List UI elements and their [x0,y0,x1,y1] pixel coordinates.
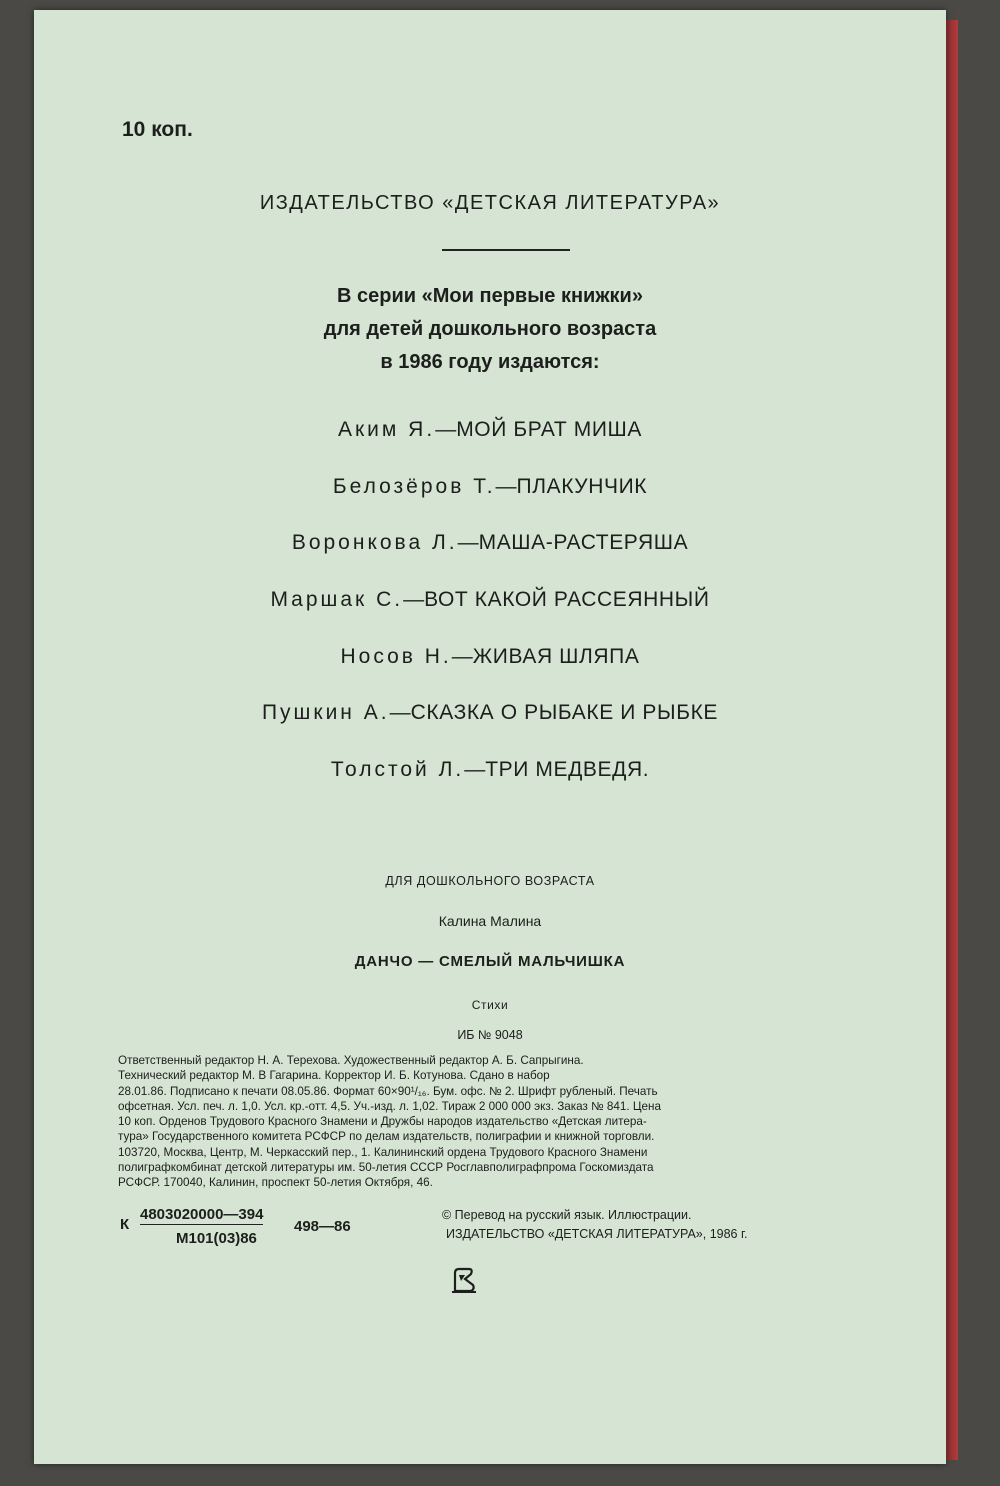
code-denominator: М101(03)86 [176,1230,257,1247]
back-cover-page [34,10,946,1464]
credits-line: офсетная. Усл. печ. л. 1,0. Усл. кр.-отт. 4,5. Уч.-изд. л. 1,02. Тираж 2 000 000 экз. Заказ № 841. Цена [118,1099,661,1113]
book-author: Аким Я. [337,418,436,441]
credits-line: 103720, Москва, Центр, М. Черкасский пер., 1. Калининский ордена Трудового Красного Знамени [118,1145,648,1159]
book-entry [34,523,946,580]
book-author: Белозёров Т. [332,474,496,498]
book-entry [34,410,946,467]
book-entry [34,693,946,750]
code-prefix: К [120,1216,130,1233]
credits-line: 10 коп. Орденов Трудового Красного Знамени и Дружбы народов издательство «Детская литера- [118,1115,647,1129]
credits-line: РСФСР. 170040, Калинин, проспект 50-летия Октября, 46. [118,1176,433,1190]
publisher-heading: ИЗДАТЕЛЬСТВО «ДЕТСКАЯ ЛИТЕРАТУРА» [259,192,721,214]
series-line: в 1986 году издаются: [380,351,600,373]
series-line: В серии «Мои первые книжки» [337,285,643,307]
copyright-line: © Перевод на русский язык. Иллюстрации. [442,1208,692,1222]
dash: — [451,644,473,668]
code-suffix: 498—86 [294,1218,351,1235]
dash: — [464,758,486,782]
copyright-notice [442,1206,748,1244]
book-title: ВОТ КАКОЙ РАССЕЯННЫЙ [424,588,710,612]
divider-rule [442,249,570,251]
credits-line: полиграфкомбинат детской литературы им. 50-летия СССР Росглавполиграфпрома Госкомиздата [118,1161,654,1175]
book-author: Толстой Л. [330,758,465,782]
book-title: ТРИ МЕДВЕДЯ. [485,758,650,782]
series-line: для детей дошкольного возраста [323,318,657,340]
imprint-title: ДАНЧО — СМЕЛЫЙ МАЛЬЧИШКА [354,953,626,970]
book-entry [34,467,946,524]
copyright-line: ИЗДАТЕЛЬСТВО «ДЕТСКАЯ ЛИТЕРАТУРА», 1986 г. [446,1227,748,1241]
audience-label: ДЛЯ ДОШКОЛЬНОГО ВОЗРАСТА [385,874,595,888]
dash: — [495,474,517,498]
series-announcement [34,280,946,379]
book-list [34,410,946,807]
credits-line: 28.01.86. Подписано к печати 08.05.86. Формат 60×90¹/₁₆. Бум. офс. № 2. Шрифт рубленый. Печать [118,1084,658,1098]
price-label: 10 коп. [122,118,193,141]
imprint-credits [118,1053,858,1191]
credits-line: Технический редактор М. В Гагарина. Корректор И. Б. Котунова. Сдано в набор [118,1069,550,1083]
publisher-logo-icon [449,1265,479,1295]
book-title: МАША-РАСТЕРЯША [478,531,689,555]
book-author: Носов Н. [340,644,452,668]
book-title: ПЛАКУНЧИК [516,474,648,498]
book-title: СКАЗКА О РЫБАКЕ И РЫБКЕ [410,701,719,725]
book-author: Воронкова Л. [291,531,458,555]
dash: — [403,588,425,612]
credits-line: Ответственный редактор Н. А. Терехова. Художественный редактор А. Б. Сапрыгина. [118,1054,584,1067]
book-entry [34,637,946,694]
genre-label: Стихи [471,998,509,1012]
dash: — [457,531,479,555]
dash: — [435,418,457,441]
book-author: Пушкин А. [261,701,390,725]
dash: — [389,701,411,725]
book-entry [34,580,946,637]
credits-line: тура» Государственного комитета РСФСР по делам издательств, полиграфии и книжной торговли. [118,1130,655,1144]
code-numerator: 4803020000—394 [140,1206,264,1223]
book-author: Маршак С. [270,588,404,612]
imprint-author: Калина Малина [438,913,542,929]
book-title: ЖИВАЯ ШЛЯПА [472,644,640,668]
book-entry [34,750,946,807]
book-title: МОЙ БРАТ МИША [456,418,642,441]
ib-number: ИБ № 9048 [457,1028,523,1042]
